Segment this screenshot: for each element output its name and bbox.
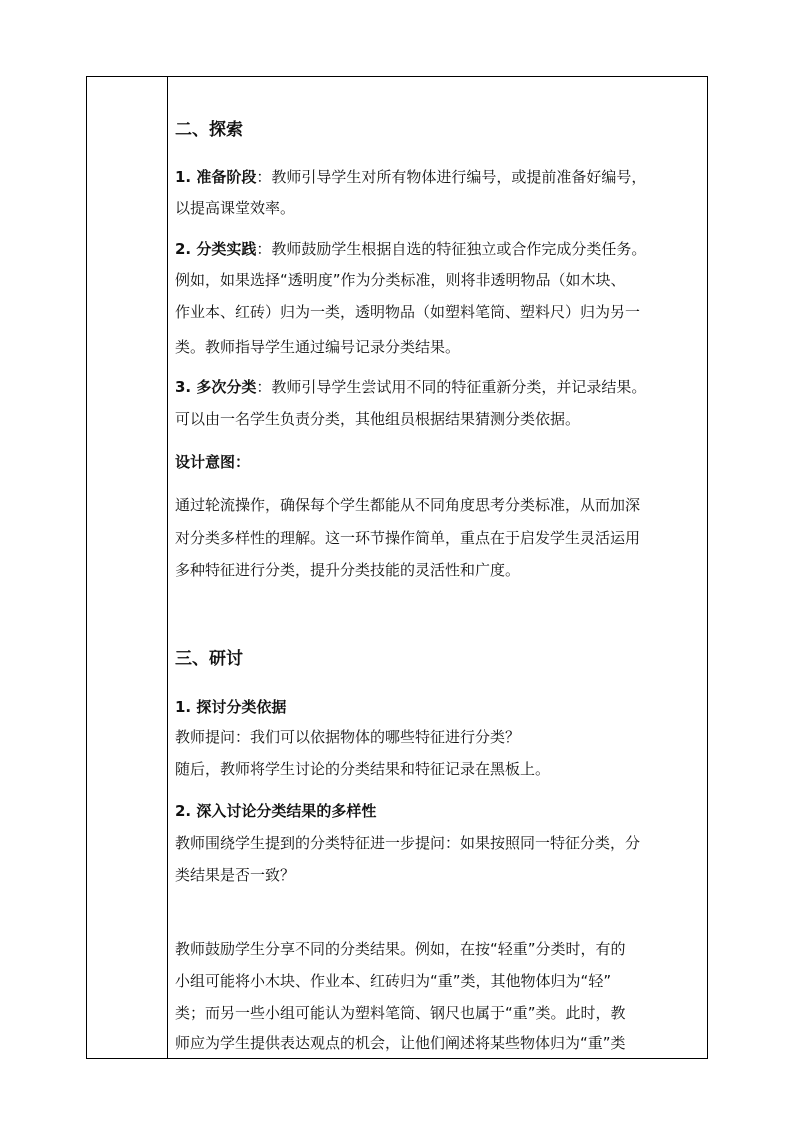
prep-text: ：教师引导学生对所有物体进行编号，或提前准备好编号， xyxy=(256,168,647,186)
design-line-3: 多种特征进行分类，提升分类技能的灵活性和广度。 xyxy=(175,561,521,579)
section-heading-discuss: 三、研讨 xyxy=(175,649,243,669)
paragraph-practice-line-3: 作业本、红砖）归为一类，透明物品（如塑料笔筒、塑料尺）归为另一 xyxy=(175,303,641,321)
prep-label: 1. 准备阶段 xyxy=(175,168,257,186)
subsection-title-2: 2. 深入讨论分类结果的多样性 xyxy=(175,802,377,820)
design-line-1: 通过轮流操作，确保每个学生都能从不同角度思考分类标准，从而加深 xyxy=(175,496,641,514)
multi-label: 3. 多次分类 xyxy=(175,378,257,396)
subsection-title-1: 1. 探讨分类依据 xyxy=(175,698,287,716)
subsection-1-line-1: 教师提问：我们可以依据物体的哪些特征进行分类？ xyxy=(175,728,521,746)
sharing-line-2: 小组可能将小木块、作业本、红砖归为“重”类，其他物体归为“轻” xyxy=(175,972,612,990)
sharing-line-1: 教师鼓励学生分享不同的分类结果。例如，在按“轻重”分类时，有的 xyxy=(175,940,626,958)
subsection-1-line-2: 随后，教师将学生讨论的分类结果和特征记录在黑板上。 xyxy=(175,760,551,778)
paragraph-multi-line-1 xyxy=(175,378,646,396)
column-divider xyxy=(167,76,168,1059)
section-heading-explore: 二、探索 xyxy=(175,120,243,140)
subsection-2-line-1: 教师围绕学生提到的分类特征进一步提问：如果按照同一特征分类，分 xyxy=(175,834,641,852)
sharing-line-3: 类；而另一些小组可能认为塑料笔筒、钢尺也属于“重”类。此时，教 xyxy=(175,1004,626,1022)
paragraph-multi-line-2: 可以由一名学生负责分类，其他组员根据结果猜测分类依据。 xyxy=(175,410,581,428)
multi-text: ：教师引导学生尝试用不同的特征重新分类，并记录结果。 xyxy=(256,378,647,396)
sharing-line-4: 师应为学生提供表达观点的机会，让他们阐述将某些物体归为“重”类 xyxy=(175,1034,626,1052)
design-line-2: 对分类多样性的理解。这一环节操作简单，重点在于启发学生灵活运用 xyxy=(175,529,641,547)
paragraph-practice-line-1 xyxy=(175,240,646,258)
paragraph-practice-line-4: 类。教师指导学生通过编号记录分类结果。 xyxy=(175,338,461,356)
subsection-2-line-2: 类结果是否一致？ xyxy=(175,866,296,884)
content-cell xyxy=(175,76,697,1059)
paragraph-prep-line-2: 以提高课堂效率。 xyxy=(175,199,296,217)
paragraph-prep-line-1 xyxy=(175,168,646,186)
practice-text: ：教师鼓励学生根据自选的特征独立或合作完成分类任务。 xyxy=(256,240,647,258)
design-intent-label: 设计意图： xyxy=(175,453,251,471)
practice-label: 2. 分类实践 xyxy=(175,240,257,258)
paragraph-practice-line-2: 例如，如果选择“透明度”作为分类标准，则将非透明物品（如木块、 xyxy=(175,271,626,289)
